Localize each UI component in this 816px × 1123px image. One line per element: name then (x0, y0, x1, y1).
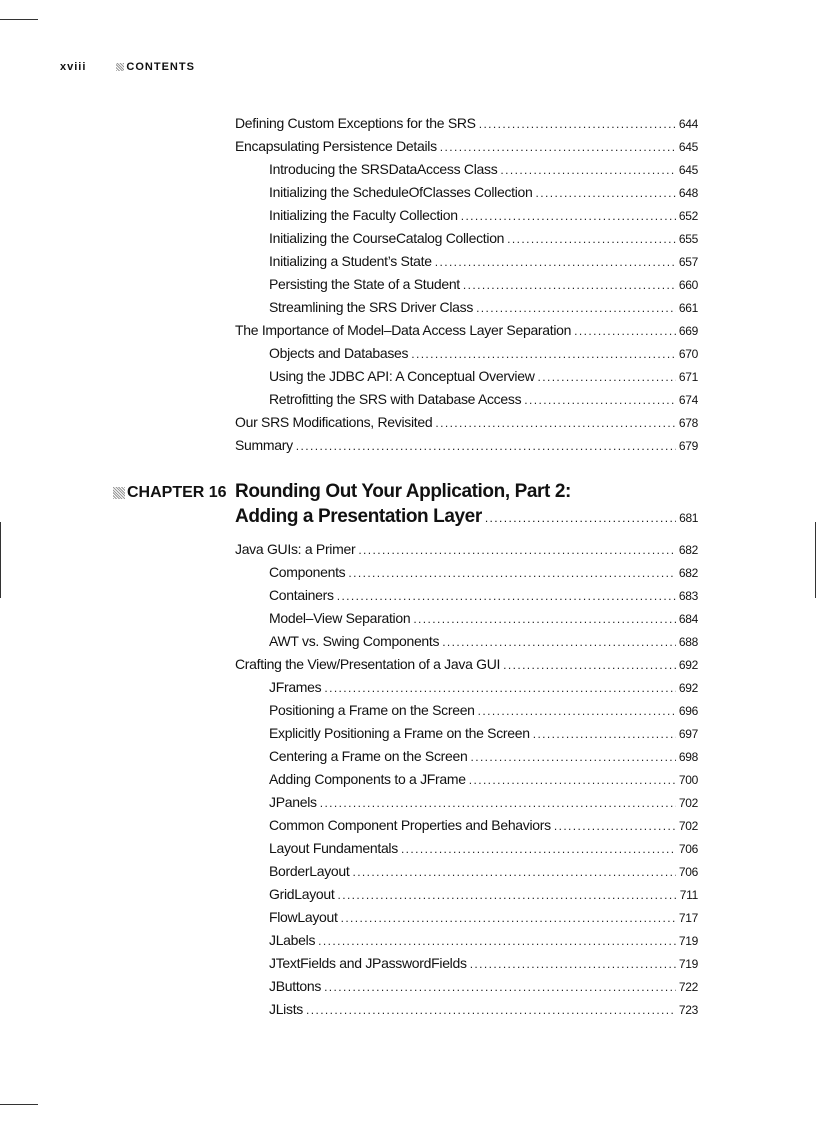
crop-mark (0, 1104, 38, 1105)
chapter-title-text: Adding a Presentation Layer (235, 506, 482, 527)
chapter-page-number: 681 (679, 511, 698, 525)
toc-entry[interactable] (235, 115, 698, 138)
toc-entry-page: 688 (678, 635, 698, 649)
toc-entry[interactable] (235, 207, 698, 230)
toc-entry-page: 682 (678, 543, 698, 557)
leader-dots (463, 278, 676, 292)
toc-entry-title: The Importance of Model–Data Access Layer Separation (235, 322, 572, 338)
toc-entry[interactable] (235, 978, 698, 1001)
toc-entry[interactable] (235, 679, 698, 702)
toc-entry-title: Using the JDBC API: A Conceptual Overview (269, 368, 535, 384)
toc-entry-page: 722 (678, 980, 698, 994)
leader-dots (503, 658, 676, 672)
toc-entry-page: 645 (678, 163, 698, 177)
leader-dots (500, 163, 675, 177)
leader-dots (337, 888, 676, 902)
toc-entry-title: Our SRS Modifications, Revisited (235, 414, 433, 430)
crop-mark (0, 522, 1, 598)
chapter-label (113, 484, 227, 502)
toc-entry-title: Components (269, 564, 346, 580)
leader-dots (358, 543, 676, 557)
toc-entry[interactable] (235, 886, 698, 909)
toc-entry-title: FlowLayout (269, 909, 338, 925)
toc-entry[interactable] (235, 610, 698, 633)
leader-dots (554, 819, 676, 833)
toc-entry-title: JPanels (269, 794, 317, 810)
crop-mark (0, 19, 38, 20)
toc-entry-title: AWT vs. Swing Components (269, 633, 440, 649)
leader-dots (411, 347, 676, 361)
toc-entry-page: 655 (678, 232, 698, 246)
toc-entry[interactable] (235, 230, 698, 253)
leader-dots (320, 796, 676, 810)
toc-entry[interactable] (235, 817, 698, 840)
leader-dots (352, 865, 675, 879)
leader-dots (435, 255, 676, 269)
section-title: CONTENTS (126, 61, 195, 73)
leader-dots (574, 324, 676, 338)
leader-dots (478, 704, 676, 718)
toc-entry-page: 692 (678, 658, 698, 672)
toc-entry-page: 645 (678, 140, 698, 154)
leader-dots (413, 612, 676, 626)
toc-entry-page: 652 (678, 209, 698, 223)
toc-entry-title: BorderLayout (269, 863, 350, 879)
leader-dots (324, 980, 676, 994)
toc-entry[interactable] (235, 322, 698, 345)
toc-entry[interactable] (235, 633, 698, 656)
toc-entry-page: 696 (678, 704, 698, 718)
toc-entry[interactable] (235, 368, 698, 391)
chapter-title-line2 (235, 506, 698, 532)
leader-dots (533, 727, 676, 741)
leader-dots (538, 370, 676, 384)
toc-entry[interactable] (235, 587, 698, 610)
toc-entry-page: 719 (678, 957, 698, 971)
leader-dots (296, 439, 676, 453)
toc-entry-page: 702 (678, 796, 698, 810)
toc-entry-title: Java GUIs: a Primer (235, 541, 356, 557)
toc-entry-page: 674 (678, 393, 698, 407)
toc-entry-title: GridLayout (269, 886, 335, 902)
toc-entry-page: 644 (678, 117, 698, 131)
toc-entry-title: Persisting the State of a Student (269, 276, 460, 292)
chapter-marker-icon (113, 487, 125, 499)
toc-entry-title: JTextFields and JPasswordFields (269, 955, 467, 971)
toc-entry[interactable] (235, 391, 698, 414)
leader-dots (485, 511, 676, 525)
page-number: xviii (60, 61, 87, 73)
leader-dots (524, 393, 676, 407)
toc-entry-page: 648 (678, 186, 698, 200)
toc-entry-page: 671 (678, 370, 698, 384)
toc-entry[interactable] (235, 725, 698, 748)
toc-entry[interactable] (235, 1001, 698, 1024)
toc-entry[interactable] (235, 299, 698, 322)
toc-entry[interactable] (235, 184, 698, 207)
leader-dots (324, 681, 676, 695)
toc-entry[interactable] (235, 840, 698, 863)
toc-entry-title: JButtons (269, 978, 322, 994)
toc-entry-page: 700 (678, 773, 698, 787)
toc-entry-title: Initializing a Student’s State (269, 253, 432, 269)
toc-entry-title: JLists (269, 1001, 303, 1017)
toc-entry-page: 706 (678, 842, 698, 856)
leader-dots (470, 957, 676, 971)
toc-entry-title: Defining Custom Exceptions for the SRS (235, 115, 476, 131)
toc-entry-page: 692 (678, 681, 698, 695)
leader-dots (435, 416, 676, 430)
toc-entry-page: 717 (678, 911, 698, 925)
toc-list-top (235, 115, 698, 460)
toc-entry-title: Initializing the CourseCatalog Collection (269, 230, 505, 246)
toc-entry[interactable] (235, 414, 698, 437)
toc-entry-title: Explicitly Positioning a Frame on the Screen (269, 725, 530, 741)
toc-entry-page: 683 (678, 589, 698, 603)
toc-entry-page: 706 (678, 865, 698, 879)
toc-entry-title: Introducing the SRSDataAccess Class (269, 161, 498, 177)
toc-entry-page: 711 (679, 888, 698, 902)
toc-entry[interactable] (235, 794, 698, 817)
chapter-title (235, 481, 698, 532)
leader-dots (401, 842, 676, 856)
toc-entry[interactable] (235, 345, 698, 368)
toc-entry[interactable] (235, 748, 698, 771)
toc-entry-page: 698 (678, 750, 698, 764)
toc-entry-page: 719 (678, 934, 698, 948)
toc-entry-title: Containers (269, 587, 334, 603)
leader-dots (341, 911, 676, 925)
toc-list-bottom (235, 541, 698, 1024)
toc-entry-title: Crafting the View/Presentation of a Java GUI (235, 656, 501, 672)
toc-entry-page: 697 (678, 727, 698, 741)
toc-entry-title: Model–View Separation (269, 610, 411, 626)
chapter-number: CHAPTER 16 (127, 484, 227, 501)
toc-entry-page: 678 (678, 416, 698, 430)
leader-dots (440, 140, 676, 154)
toc-entry[interactable] (235, 932, 698, 955)
toc-entry-title: Encapsulating Persistence Details (235, 138, 437, 154)
toc-entry-page: 660 (678, 278, 698, 292)
toc-entry[interactable] (235, 955, 698, 978)
leader-dots (470, 750, 675, 764)
toc-entry-page: 684 (678, 612, 698, 626)
leader-dots (536, 186, 676, 200)
toc-entry-title: Adding Components to a JFrame (269, 771, 466, 787)
leader-dots (337, 589, 676, 603)
leader-dots (442, 635, 676, 649)
chapter-title-line1: Rounding Out Your Application, Part 2: (235, 481, 571, 502)
toc-entry-page: 682 (678, 566, 698, 580)
leader-dots (476, 301, 676, 315)
toc-entry-title: Common Component Properties and Behaviors (269, 817, 551, 833)
toc-entry-title: Streamlining the SRS Driver Class (269, 299, 474, 315)
leader-dots (461, 209, 676, 223)
toc-entry[interactable] (235, 253, 698, 276)
toc-entry-title: Positioning a Frame on the Screen (269, 702, 475, 718)
toc-entry[interactable] (235, 863, 698, 886)
toc-entry-page: 657 (678, 255, 698, 269)
toc-entry-title: Initializing the ScheduleOfClasses Collection (269, 184, 533, 200)
toc-entry-page: 679 (678, 439, 698, 453)
toc-entry[interactable] (235, 138, 698, 161)
toc-entry[interactable] (235, 276, 698, 299)
toc-entry-page: 723 (678, 1003, 698, 1017)
toc-entry[interactable] (235, 702, 698, 725)
running-header (60, 61, 195, 73)
toc-entry-title: Centering a Frame on the Screen (269, 748, 468, 764)
toc-entry-page: 661 (678, 301, 698, 315)
toc-entry[interactable] (235, 656, 698, 679)
toc-entry[interactable] (235, 564, 698, 587)
toc-entry[interactable] (235, 437, 698, 460)
toc-entry-page: 670 (678, 347, 698, 361)
leader-dots (507, 232, 676, 246)
toc-entry[interactable] (235, 771, 698, 794)
leader-dots (318, 934, 676, 948)
toc-entry-title: Retrofitting the SRS with Database Access (269, 391, 522, 407)
leader-dots (348, 566, 675, 580)
toc-entry-title: Summary (235, 437, 293, 453)
toc-entry[interactable] (235, 161, 698, 184)
section-marker-icon (116, 63, 124, 71)
toc-entry-title: Layout Fundamentals (269, 840, 398, 856)
toc-entry-title: JLabels (269, 932, 316, 948)
toc-entry[interactable] (235, 541, 698, 564)
toc-entry-title: Objects and Databases (269, 345, 409, 361)
toc-entry[interactable] (235, 909, 698, 932)
leader-dots (469, 773, 676, 787)
toc-entry-title: JFrames (269, 679, 322, 695)
leader-dots (479, 117, 676, 131)
toc-entry-title: Initializing the Faculty Collection (269, 207, 458, 223)
leader-dots (306, 1003, 676, 1017)
toc-entry-page: 669 (678, 324, 698, 338)
toc-entry-page: 702 (678, 819, 698, 833)
